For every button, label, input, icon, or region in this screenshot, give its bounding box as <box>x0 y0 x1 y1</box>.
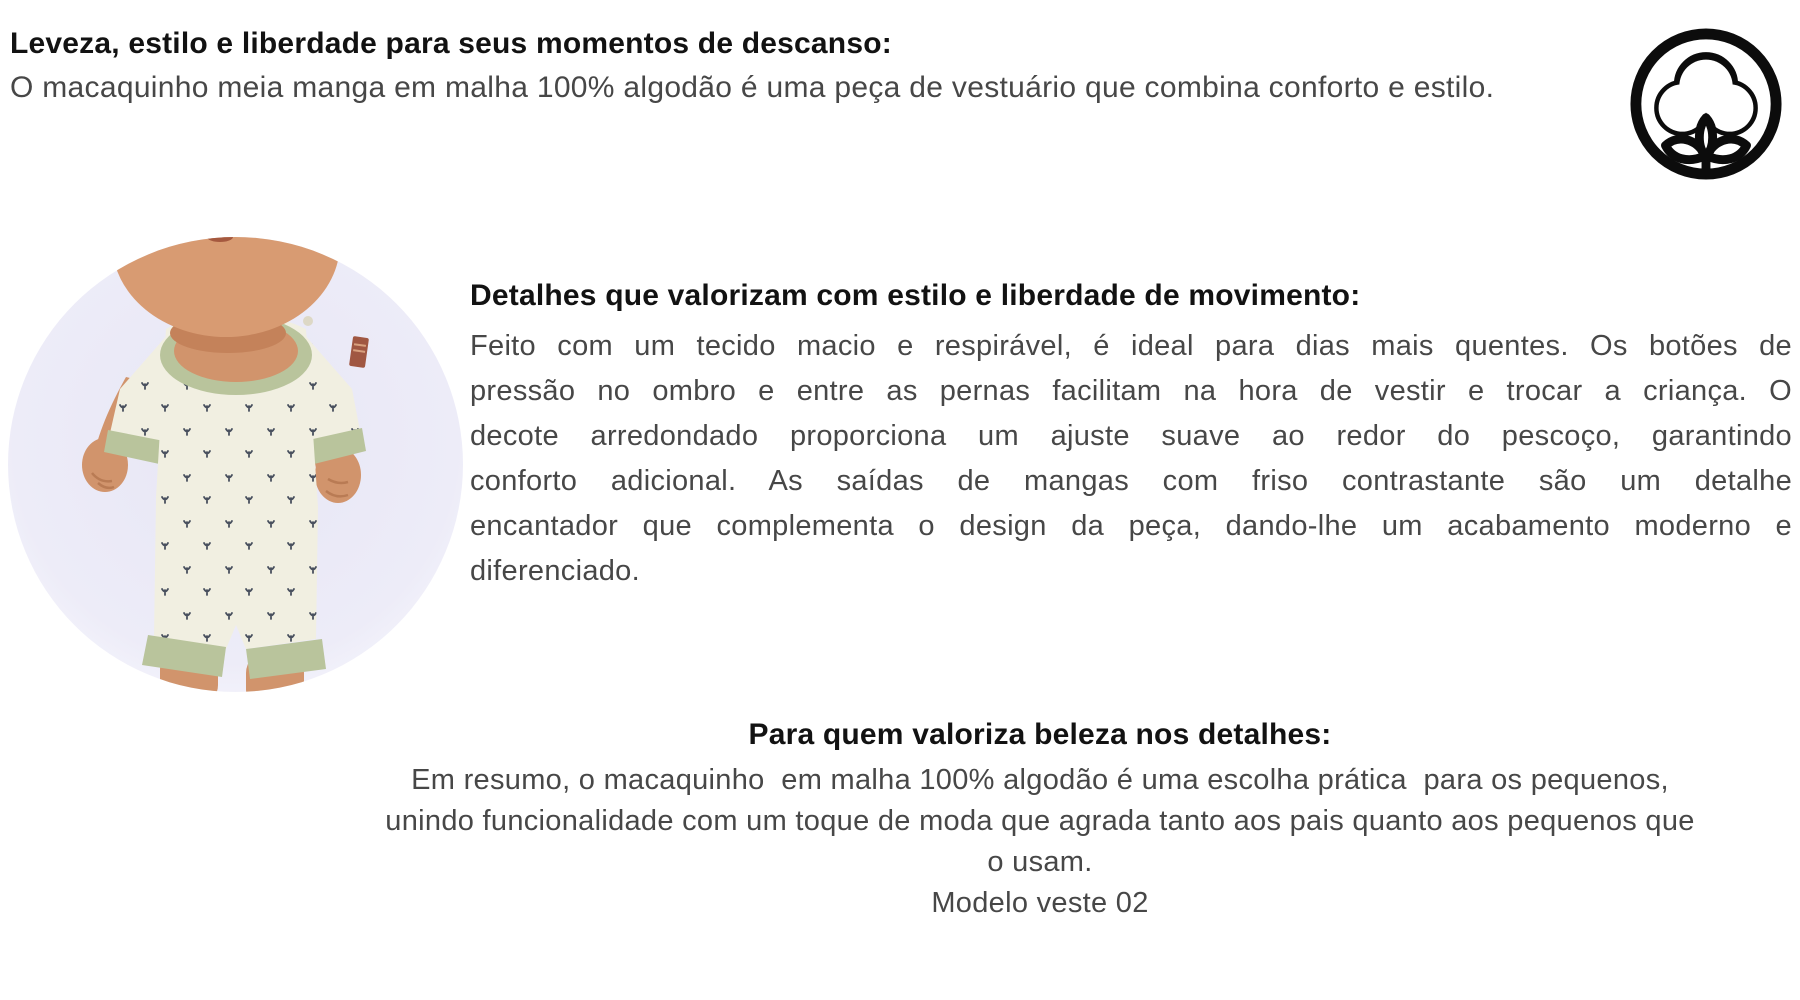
details-heading: Detalhes que valorizam com estilo e liberdade de movimento: <box>470 279 1361 312</box>
details-line: conforto adicional. As saídas de mangas com friso contrastante são um detalhe <box>470 465 1792 497</box>
summary-line: o usam. <box>987 846 1093 878</box>
details-line: diferenciado. <box>470 555 640 587</box>
summary-section <box>285 716 1795 924</box>
intro-body: O macaquinho meia manga em malha 100% algodão é uma peça de vestuário que combina conforto e estilo. <box>10 71 1495 104</box>
cotton-flower-icon <box>1627 25 1785 183</box>
intro-section <box>10 22 1620 110</box>
summary-heading: Para quem valoriza beleza nos detalhes: <box>748 718 1332 751</box>
details-line: decote arredondado proporciona um ajuste suave ao redor do pescoço, garantindo <box>470 420 1792 452</box>
model-size-note: Modelo veste 02 <box>931 887 1149 919</box>
details-line: encantador que complementa o design da peça, dando-lhe um acabamento moderno e <box>470 510 1792 542</box>
baby-product-photo <box>8 237 463 692</box>
details-line: pressão no ombro e entre as pernas facilitam na hora de vestir e trocar a criança. O <box>470 375 1792 407</box>
summary-line: unindo funcionalidade com um toque de moda que agrada tanto aos pais quanto aos pequenos que <box>385 805 1695 837</box>
intro-heading: Leveza, estilo e liberdade para seus momentos de descanso: <box>10 27 892 60</box>
details-line: Feito com um tecido macio e respirável, é ideal para dias mais quentes. Os botões de <box>470 330 1792 362</box>
details-section <box>470 276 1792 594</box>
summary-line: Em resumo, o macaquinho em malha 100% algodão é uma escolha prática para os pequenos, <box>411 764 1669 796</box>
